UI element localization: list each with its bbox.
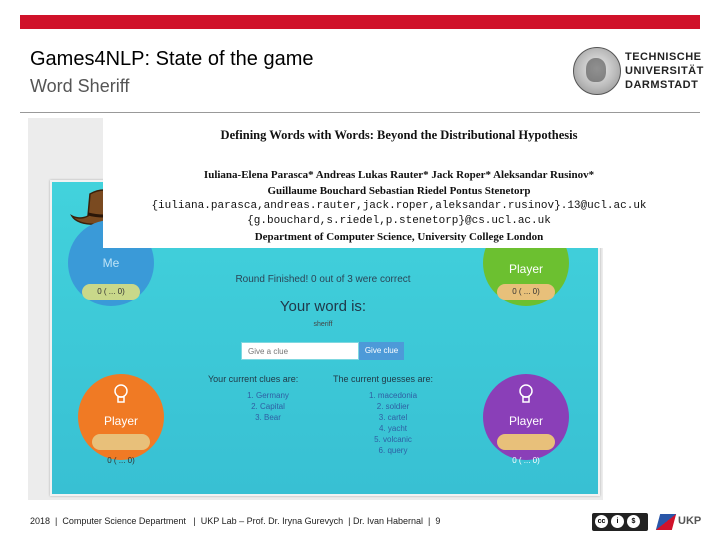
paper-title: Defining Words with Words: Beyond the Distributional Hypothesis: [220, 128, 578, 142]
word-label: Your word is:: [279, 298, 367, 315]
ukp-mark-icon: [656, 514, 676, 530]
tu-darmstadt-logo: [565, 44, 710, 100]
header-divider: [20, 112, 700, 113]
player-score: 0 ( ... 0): [97, 287, 125, 296]
lightbulb-icon: [113, 384, 129, 406]
clues-heading: Your current clues are:: [208, 374, 299, 384]
paper-department: Department of Computer Science, University College London: [254, 231, 544, 243]
player-name: Player: [508, 262, 543, 276]
guesses-list: [358, 390, 428, 456]
paper-emails-line1: {iuliana.parasca,andreas.rauter,jack.roper,aleksandar.rusinov}.13@ucl.ac.uk: [151, 200, 647, 212]
paper-authors-line2: Guillaume Bouchard Sebastian Riedel Pontus Stenetorp: [267, 185, 531, 197]
list-item: 1. Germany: [247, 391, 289, 400]
clue-input[interactable]: [241, 342, 359, 360]
slide-footer: 2018 | Computer Science Department | UKP Lab – Prof. Dr. Iryna Gurevych | Dr. Ivan Habernal | 9: [30, 516, 441, 526]
player-name: Me: [102, 256, 120, 270]
player-score: 0 ( ... 0): [512, 456, 540, 465]
player-score: 0 ( ... 0): [512, 287, 540, 296]
slide-title: Games4NLP: State of the game: [30, 48, 314, 70]
list-item: 2. Capital: [251, 402, 285, 411]
list-item: 1. macedonia: [368, 391, 418, 400]
score-pill: [497, 434, 555, 450]
guesses-heading: The current guesses are:: [333, 374, 434, 384]
title-accent-bar: [20, 15, 700, 29]
player-card-bottom-right[interactable]: [483, 374, 569, 465]
paper-authors-line1: Iuliana-Elena Parasca* Andreas Lukas Rauter* Jack Roper* Aleksandar Rusinov*: [203, 169, 595, 181]
paper-header-overlay: [103, 118, 695, 248]
score-pill: [92, 434, 150, 450]
round-status: Round Finished! 0 out of 3 were correct: [235, 274, 411, 285]
list-item: 4. yacht: [378, 424, 407, 433]
athena-seal-icon: [573, 47, 621, 95]
logo-wordmark: TECHNISCHE UNIVERSITÄT DARMSTADT: [625, 51, 704, 91]
creative-commons-badge-icon: cc i $: [592, 513, 648, 531]
ukp-logo-text: UKP: [678, 515, 702, 527]
list-item: 3. Bear: [255, 413, 281, 422]
paper-emails-line2: {g.bouchard,s.riedel,p.stenetorp}@cs.ucl.ac.uk: [247, 215, 551, 227]
list-item: 5. volcanic: [374, 435, 412, 444]
ukp-logo: [658, 512, 706, 532]
list-item: 6. query: [378, 446, 408, 455]
slide-subtitle: Word Sheriff: [30, 76, 130, 96]
player-card-bottom-left[interactable]: [78, 374, 164, 465]
list-item: 2. soldier: [376, 402, 410, 411]
word-value: sheriff: [313, 321, 333, 328]
give-clue-button[interactable]: Give clue: [359, 342, 404, 360]
lightbulb-icon: [518, 384, 534, 406]
player-name: Player: [103, 414, 138, 428]
clues-list: [233, 390, 303, 423]
player-score: 0 ( ... 0): [107, 456, 135, 465]
list-item: 3. cartel: [378, 413, 408, 422]
player-name: Player: [508, 414, 543, 428]
